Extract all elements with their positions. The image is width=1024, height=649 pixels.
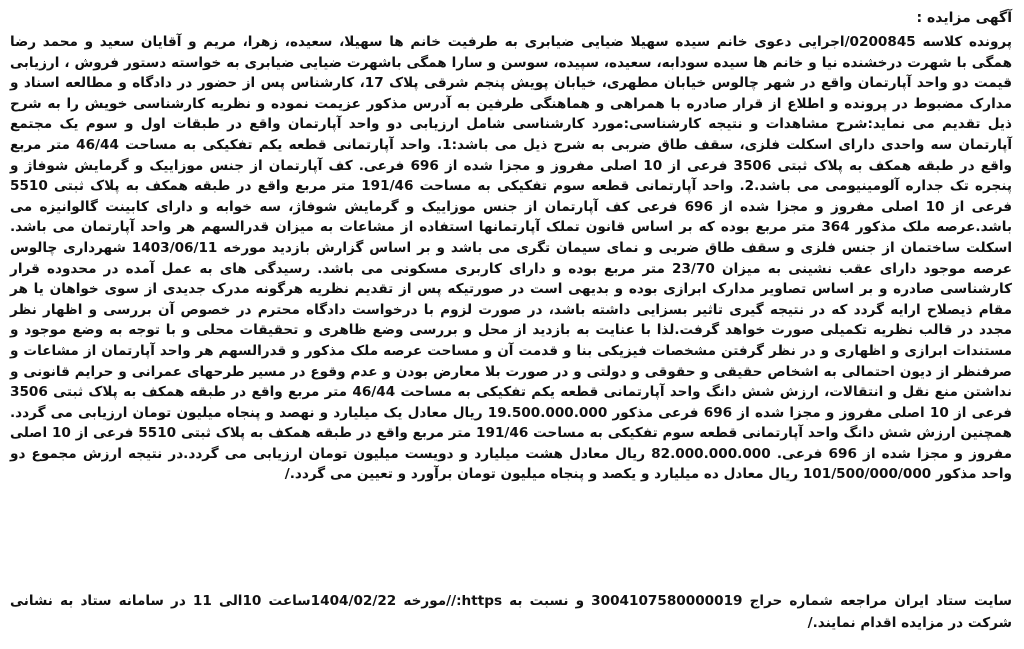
notice-body: پرونده کلاسه 0200845/اجرایی دعوی خانم سیده سهیلا ضیایی ضیابری به طرفیت خانم ها سهیلا، سعیده، زهرا، مریم و آقایان سعید و محمد رضا همگی با شهرت درخشنده نیا و خانم ها سیده سودابه، سعیده، سپیده، سوسن و سارا همگی باشهرت ضیایی ضیابری به خواسته دستور فروش ، ارزیابی قیمت دو واحد آپارتمان واقع در شهر چالوس خیابان مطهری، خیابان پویش پنجم شرقی پلاک 17، کارشناس پس از حضور در دادگاه و مطالعه اسناد و مدارک مضبوط در پرونده و اطلاع از قرار صادره با همراهی و هماهنگی طرفین به آدرس مذکور عزیمت نموده و نظریه کارشناسی خویش را به شرح ذیل تقدیم می نماید:شرح مشاهدات و نتیجه کارشناسی:مورد کارشناسی شامل ارزیابی دو واحد آپارتمان واقع در طبقات اول و سوم یک مجتمع آپارتمان سه واحدی دارای اسکلت فلزی، سقف طاق ضربی به شرح ذیل می باشد:1. واحد آپارتمانی قطعه یکم تفکیکی به مساحت 46/44 متر مربع واقع در طبقه همکف به پلاک ثبتی 3506 فرعی از 10 اصلی مفروز و مجزا شده از 696 فرعی. کف آپارتمان از جنس موزاییک و گرمایش شوفاژ و پنجره تک جداره آلومینیومی می باشد.2. واحد آپارتمانی قطعه سوم تفکیکی به مساحت 191/46 متر مربع واقع در طبقه همکف به پلاک ثبتی 5510 فرعی از 10 اصلی مفروز و مجزا شده از 696 فرعی کف آپارتمان از جنس موزاییک و گرمایش شوفاژ، سه خوابه و دارای کابینت گالوانیزه می باشد.عرصه ملک مذکور 364 متر مربع بوده که بر اساس قانون تملک آپارتمانها استفاده از مشاعات به میزان قدرالسهم هر واحد آپارتمان می باشد. اسکلت ساختمان از جنس فلزی و سقف طاق ضربی و نمای سیمان تگری می باشد و بر اساس گزارش بازدید مورخه 1403/06/11 شهرداری چالوس عرصه موجود دارای عقب نشینی به میزان 23/70 متر مربع بوده و دارای کاربری مسکونی می باشد. رسیدگی های به عمل آمده در محدوده قرار کارشناسی صادره و بر اساس تصاویر مدارک ابرازی بوده و بدیهی است در صورتیکه پس از تقدیم نظریه هرگونه مدرک جدیدی از سوی خواهان یا هر مقام ذیصلاح ارایه گردد که در نتیجه گیری تاثیر بسزایی داشته باشد، در صورت لزوم با درخواست دادگاه محترم در خصوص آن بررسی و اظهار نظر مجدد در قالب نظریه تکمیلی صورت خواهد گرفت.لذا با عنایت به بازدید از محل و بررسی وضع ظاهری و تحقیقات محلی و با توجه به وضع موجود و مستندات ابرازی و اظهاری و در نظر گرفتن مشخصات فیزیکی بنا و قدمت آن و مساحت عرصه ملک مذکور و قدرالسهم هر واحد آپارتمان از مشاعات و صرفنظر از دیون احتمالی به اشخاص حقیقی و حقوقی و دولتی و در صورت بلا معارض بودن و عدم وقوع در مسیر طرحهای عمرانی و حرایم قانونی و نداشتن منع نقل و انتقالات، ارزش شش دانگ واحد آپارتمانی قطعه یکم تفکیکی به مساحت 46/44 متر مربع واقع در طبقه همکف به پلاک ثبتی 3506 فرعی از 10 اصلی مفروز و مجزا شده از 696 فرعی مذکور 19.500.000.000 ریال معادل یک میلیارد و نهصد و پنجاه میلیون تومان ارزیابی می گردد. همچنین ارزش شش دانگ واحد آپارتمانی قطعه سوم تفکیکی به مساحت 191/46 متر مربع واقع در طبقه همکف به پلاک ثبتی 5510 فرعی از 10 اصلی مفروز و مجزا شده از 696 فرعی. 82.000.000.000 ریال معادل هشت میلیارد و دویست میلیون تومان ارزیابی می گردد.در نتیجه ارزش مجموع دو واحد مذکور 101/500/000/000 ریال معادل ده میلیارد و یکصد و پنجاه میلیون تومان برآورد و تعیین می گردد./: [10, 34, 1013, 483]
notice-footer: سایت ستاد ایران مراجعه شماره حراج 3004107580000019 و نسبت به https://مورخه 1404/02/22ساعت 10الی 11 در سامانه ستاد به نشانی شرکت در مزایده اقدام نمایند./: [10, 593, 1012, 631]
notice-title: آگهی مزایده :: [916, 10, 1012, 26]
